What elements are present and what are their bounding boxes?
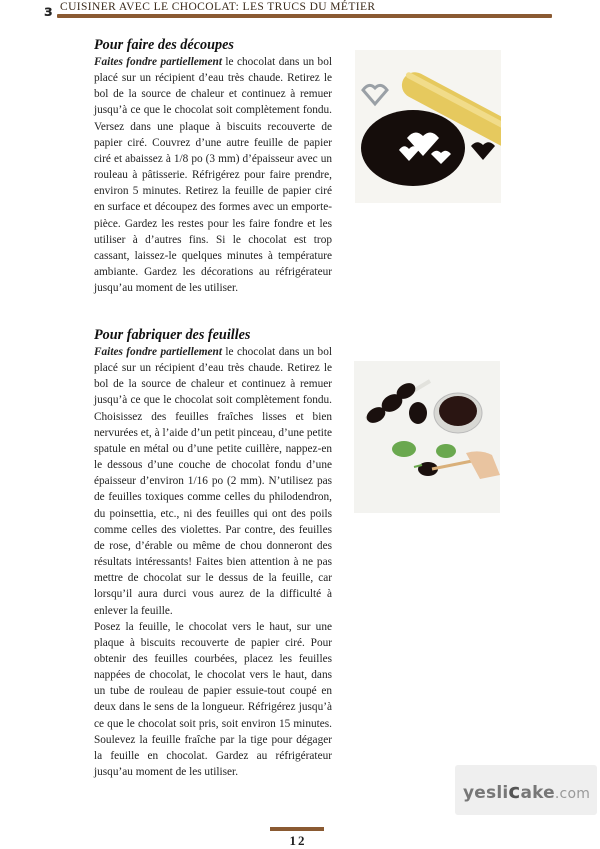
paragraph-text: le chocolat dans un bol placé sur un récipient d’eau très chaude. Retirez le bol de la source de chaleur et continuez à remuer jusqu’à ce que le chocolat soit complètement fondu. Choisissez des feuilles fraîches lisses et bien nervurées et, à l’aide d’un petit pinceau, d’une petite spatule en métal ou d’une petite cuillère, nappez-en le dessous d’une couche de chocolat fondu d’une épaisseur d’environ 1/16 po (2 mm). N’utilisez pas de feuilles toxiques comme celles du philodendron, du poinsettia, etc., ni des feuilles qui ont des poils comme celles des violettes. Par contre, des feuilles de rose, d’érable ou même de chou donneront des résultats intéressants! Faites bien attention à ne pas mettre de chocolat sur le dessus de la feuille, car lorsqu’il aura durci vous aurez de la difficulté à enlever la feuille. bbox=[94, 346, 332, 617]
page-number: 12 bbox=[289, 833, 307, 848]
watermark-suffix: ake bbox=[520, 783, 555, 803]
header-rule bbox=[57, 14, 552, 18]
watermark-prefix: yesli bbox=[463, 783, 509, 803]
section-title: Pour faire des découpes bbox=[94, 37, 234, 53]
yeslicake-watermark bbox=[455, 765, 597, 815]
paragraph bbox=[94, 619, 332, 781]
chocolate-cutouts-photo bbox=[355, 50, 501, 203]
section-feuilles bbox=[94, 326, 332, 780]
section-title: Pour fabriquer des feuilles bbox=[94, 327, 251, 343]
paragraph-lead: Faites fondre partiellement bbox=[94, 346, 222, 358]
running-head: CUISINER AVEC LE CHOCOLAT: LES TRUCS DU MÉTIER bbox=[60, 1, 376, 13]
paragraph-lead: Faites fondre partiellement bbox=[94, 56, 222, 68]
paragraph bbox=[94, 344, 332, 619]
section-decoupes bbox=[94, 36, 332, 296]
chef-hat-icon: з bbox=[44, 2, 53, 20]
watermark-logo bbox=[463, 779, 590, 803]
footer-rule bbox=[270, 827, 324, 831]
paragraph-text: Posez la feuille, le chocolat vers le haut, sur une plaque à biscuits recouverte de papier ciré. Pour obtenir des feuilles courbées, placez les feuilles nappées de chocolat, le chocolat vers le haut, dans un tube de rouleau de papier essuie-tout coupé en deux dans le sens de la longueur. Réfrigérez jusqu’à ce que le chocolat soit pris, soit environ 15 minutes. Soulevez la feuille fraîche par la tige pour dégager la feuille en chocolat. Gardez au réfrigérateur jusqu’au moment de les utiliser. bbox=[94, 620, 332, 779]
chocolate-leaves-illustration bbox=[354, 361, 500, 513]
chocolate-leaves-photo bbox=[354, 361, 500, 513]
paragraph-text: le chocolat dans un bol placé sur un récipient d’eau très chaude. Retirez le bol de la source de chaleur et continuez à remuer jusqu’à ce que le chocolat soit complètement fondu. Versez dans une plaque à biscuits recouverte de papier ciré. Couvrez d’une autre feuille de papier ciré et abaissez à 1/8 po (3 mm) d’épaisseur avec un rouleau à pâtisserie. Réfrigérez pour faire prendre, environ 5 minutes. Retirez la feuille de papier ciré en surface et découpez des formes avec un emporte-pièce. Gardez les restes pour les faire fondre et les utiliser à d’autres fins. Si le chocolat est trop cassant, laissez-le quelques minutes à température ambiante. Gardez les décorations au réfrigérateur jusqu’au moment de les utiliser. bbox=[94, 56, 332, 295]
watermark-accent: c bbox=[508, 779, 521, 803]
chocolate-cutouts-illustration bbox=[355, 50, 501, 203]
watermark-domain: .com bbox=[554, 786, 591, 802]
paragraph bbox=[94, 54, 332, 296]
